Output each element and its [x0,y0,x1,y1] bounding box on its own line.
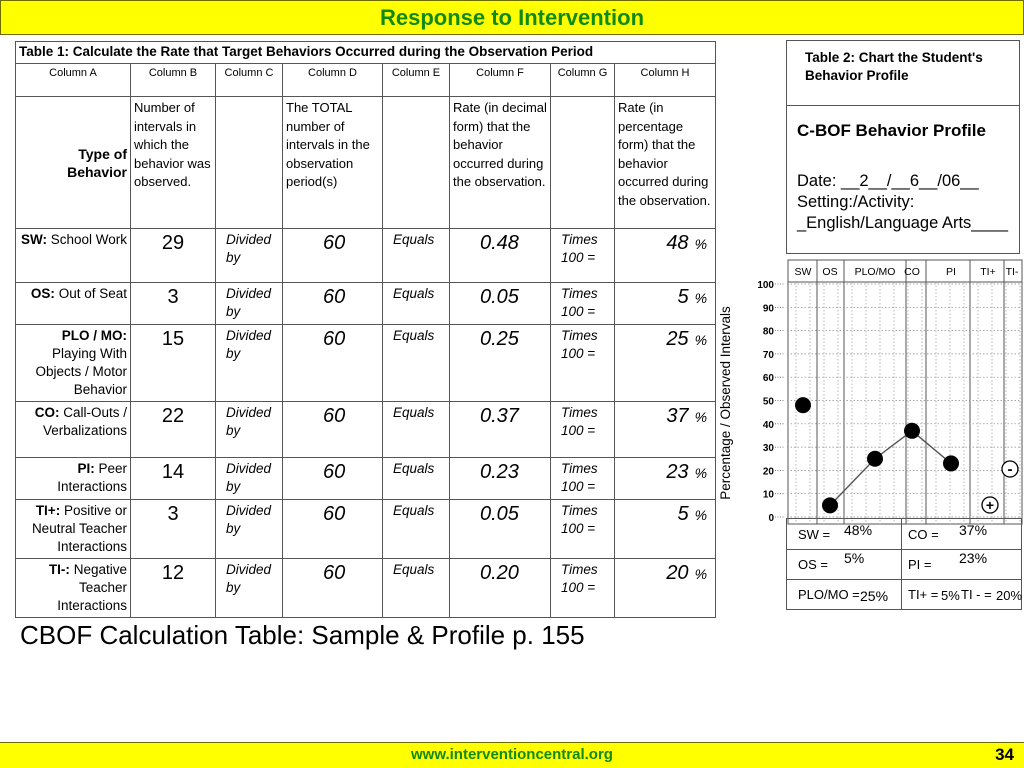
percent-sign: % [694,409,708,425]
interval-count: 22 [131,402,216,458]
category-label: TI- [1005,266,1019,278]
decimal-rate: 0.48 [450,229,551,283]
table1-title: Table 1: Calculate the Rate that Target Behaviors Occurred during the Observation Period [16,42,716,64]
table2-title-line: Behavior Profile [805,68,909,83]
behavior-code: PI: [77,461,95,476]
column-header: Column D [283,64,383,97]
column-header: Column C [216,64,283,97]
y-tick-label: 100 [757,280,774,291]
summary-pi-value: 23% [959,550,988,566]
column-header: Column B [131,64,216,97]
divided-by-label: Divided by [216,500,283,559]
summary-pi-label: PI = [908,557,932,572]
percent-rate [615,559,716,618]
profile-setting-label: Setting:/Activity: [797,193,915,211]
summary-os-value: 5% [844,550,865,566]
calculation-table [15,41,716,618]
behavior-type-cell [16,402,131,458]
y-tick-label: 20 [762,466,774,478]
category-label: CO [904,266,920,278]
y-axis-label: Percentage / Observed Intervals [718,306,733,500]
equals-label: Equals [383,559,450,618]
table2-title-line: Table 2: Chart the Student's [805,50,983,65]
behavior-code: OS: [30,286,55,301]
behavior-type-cell [16,458,131,500]
summary-plomo-label: PLO/MO = [798,587,860,602]
profile-setting-value: _English/Language Arts____ [797,214,1009,232]
divided-by-label: Divided by [216,283,283,325]
behavior-code: TI-: [48,562,70,577]
divided-by-label: Divided by [216,402,283,458]
behavior-row [16,500,716,559]
summary-plomo-value: 25% [860,588,889,604]
percent-sign: % [694,236,708,252]
summary-sw-label: SW = [798,527,831,542]
column-b-description: Number of intervals in which the behavior was observed. [131,97,216,229]
y-tick-label: 70 [762,349,774,361]
slide-caption: CBOF Calculation Table: Sample & Profile p. 155 [20,620,585,650]
decimal-rate: 0.05 [450,283,551,325]
equals-label: Equals [383,283,450,325]
column-g-description [551,97,615,229]
equals-label: Equals [383,458,450,500]
interval-count: 3 [131,283,216,325]
percent-rate [615,325,716,402]
summary-timinus-label: TI - = [961,587,992,602]
percent-rate [615,458,716,500]
summary-sw-value: 48% [844,522,873,538]
total-intervals: 60 [283,283,383,325]
total-intervals: 60 [283,458,383,500]
divided-by-label: Divided by [216,325,283,402]
behavior-name: Peer Interactions [57,461,127,494]
total-intervals: 60 [283,500,383,559]
interval-count: 14 [131,458,216,500]
column-e-description [383,97,450,229]
summary-co-value: 37% [959,522,988,538]
column-header-row [16,64,716,97]
y-tick-label: 80 [762,326,774,338]
title-banner [0,0,1024,35]
behavior-code: PLO / MO: [61,328,127,343]
percent-value: 23 [666,461,689,483]
data-point [822,497,838,513]
plus-marker-label: + [985,497,995,513]
behavior-code: TI+: [35,503,61,518]
times-100-label: Times 100 = [551,325,615,402]
times-100-label: Times 100 = [551,283,615,325]
interval-count: 29 [131,229,216,283]
series-line-segment [830,459,875,506]
behavior-name: Playing With Objects / Motor Behavior [35,346,127,397]
y-tick-label: 90 [762,303,774,315]
y-tick-label: 50 [762,396,774,408]
behavior-type-cell [16,283,131,325]
summary-os-label: OS = [798,557,828,572]
percent-value: 20 [666,562,689,584]
profile-date: Date: __2__/__6__/06__ [797,172,979,190]
column-d-description: The TOTAL number of intervals in the observation period(s) [283,97,383,229]
divider [787,579,1021,580]
total-intervals: 60 [283,402,383,458]
behavior-name: School Work [50,232,127,247]
summary-tiplus-label: TI+ = [908,587,939,602]
behavior-name: Call-Outs / Verbalizations [42,405,127,438]
summary-tiplus-value: 5% [941,588,960,603]
equals-label: Equals [383,402,450,458]
y-tick-label: 60 [762,373,774,385]
decimal-rate: 0.23 [450,458,551,500]
decimal-rate: 0.37 [450,402,551,458]
percent-sign: % [694,566,708,582]
percent-rate [615,402,716,458]
data-point [795,397,811,413]
behavior-type-cell [16,229,131,283]
percent-rate [615,500,716,559]
category-label: PI [946,266,956,278]
y-tick-label: 40 [762,419,774,431]
page-number: 34 [995,745,1014,764]
behavior-name: Positive or Neutral Teacher Interactions [31,503,127,554]
equals-label: Equals [383,229,450,283]
footer-url[interactable]: www.interventioncentral.org [411,746,613,763]
percent-rate [615,229,716,283]
times-100-label: Times 100 = [551,559,615,618]
summary-timinus-value: 20% [996,588,1023,603]
divider [787,105,1019,106]
decimal-rate: 0.05 [450,500,551,559]
divided-by-label: Divided by [216,458,283,500]
column-c-description [216,97,283,229]
behavior-code: SW: [20,232,47,247]
table2-box [786,40,1020,254]
interval-count: 15 [131,325,216,402]
category-label: PLO/MO [854,266,896,278]
column-header: Column A [16,64,131,97]
behavior-type-cell [16,325,131,402]
behavior-profile-chart [712,258,1024,526]
decimal-rate: 0.25 [450,325,551,402]
percent-value: 48 [666,232,689,254]
behavior-name: Out of Seat [58,286,127,301]
category-label: SW [794,266,812,278]
column-h-description: Rate (in percentage form) that the behavior occurred during the observation. [615,97,716,229]
decimal-rate: 0.20 [450,559,551,618]
behavior-row [16,229,716,283]
profile-info [797,171,1008,234]
y-tick-label: 30 [762,443,774,455]
total-intervals: 60 [283,559,383,618]
behavior-name: Negative Teacher Interactions [57,562,127,613]
times-100-label: Times 100 = [551,402,615,458]
table2-title [805,49,983,85]
summary-co-label: CO = [908,527,939,542]
total-intervals: 60 [283,325,383,402]
description-row [16,97,716,229]
category-label: TI+ [980,266,996,278]
y-tick-label: 10 [762,489,774,501]
behavior-rows [16,229,716,618]
column-header: Column E [383,64,450,97]
behavior-code: CO: [34,405,60,420]
minus-marker-label: - [1007,461,1013,478]
behavior-type-cell [16,559,131,618]
percent-value: 37 [666,405,689,427]
column-header: Column G [551,64,615,97]
divided-by-label: Divided by [216,559,283,618]
y-tick-label: 0 [768,513,774,524]
column-f-description: Rate (in decimal form) that the behavior occurred during the observation. [450,97,551,229]
data-point [943,455,959,471]
behavior-row [16,325,716,402]
times-100-label: Times 100 = [551,500,615,559]
plot-frame [788,260,1022,524]
category-label: OS [822,266,838,278]
percent-value: 5 [677,286,689,308]
behavior-row [16,283,716,325]
footer-banner [0,742,1024,768]
interval-count: 12 [131,559,216,618]
percent-sign: % [694,465,708,481]
data-point [867,451,883,467]
percent-value: 5 [677,503,689,525]
percent-value: 25 [666,328,689,350]
percent-sign: % [694,332,708,348]
divided-by-label: Divided by [216,229,283,283]
percent-rate [615,283,716,325]
summary-box [786,518,1022,610]
profile-heading: C-BOF Behavior Profile [797,121,986,140]
percent-sign: % [694,507,708,523]
total-intervals: 60 [283,229,383,283]
interval-count: 3 [131,500,216,559]
behavior-row [16,458,716,500]
divider [901,519,902,609]
equals-label: Equals [383,325,450,402]
column-header: Column F [450,64,551,97]
data-point [904,423,920,439]
equals-label: Equals [383,500,450,559]
behavior-type-cell [16,500,131,559]
behavior-row [16,402,716,458]
type-of-behavior-header: Type of Behavior [16,97,131,229]
times-100-label: Times 100 = [551,229,615,283]
slide-title: Response to Intervention [379,5,645,30]
behavior-row [16,559,716,618]
times-100-label: Times 100 = [551,458,615,500]
column-header: Column H [615,64,716,97]
percent-sign: % [694,290,708,306]
